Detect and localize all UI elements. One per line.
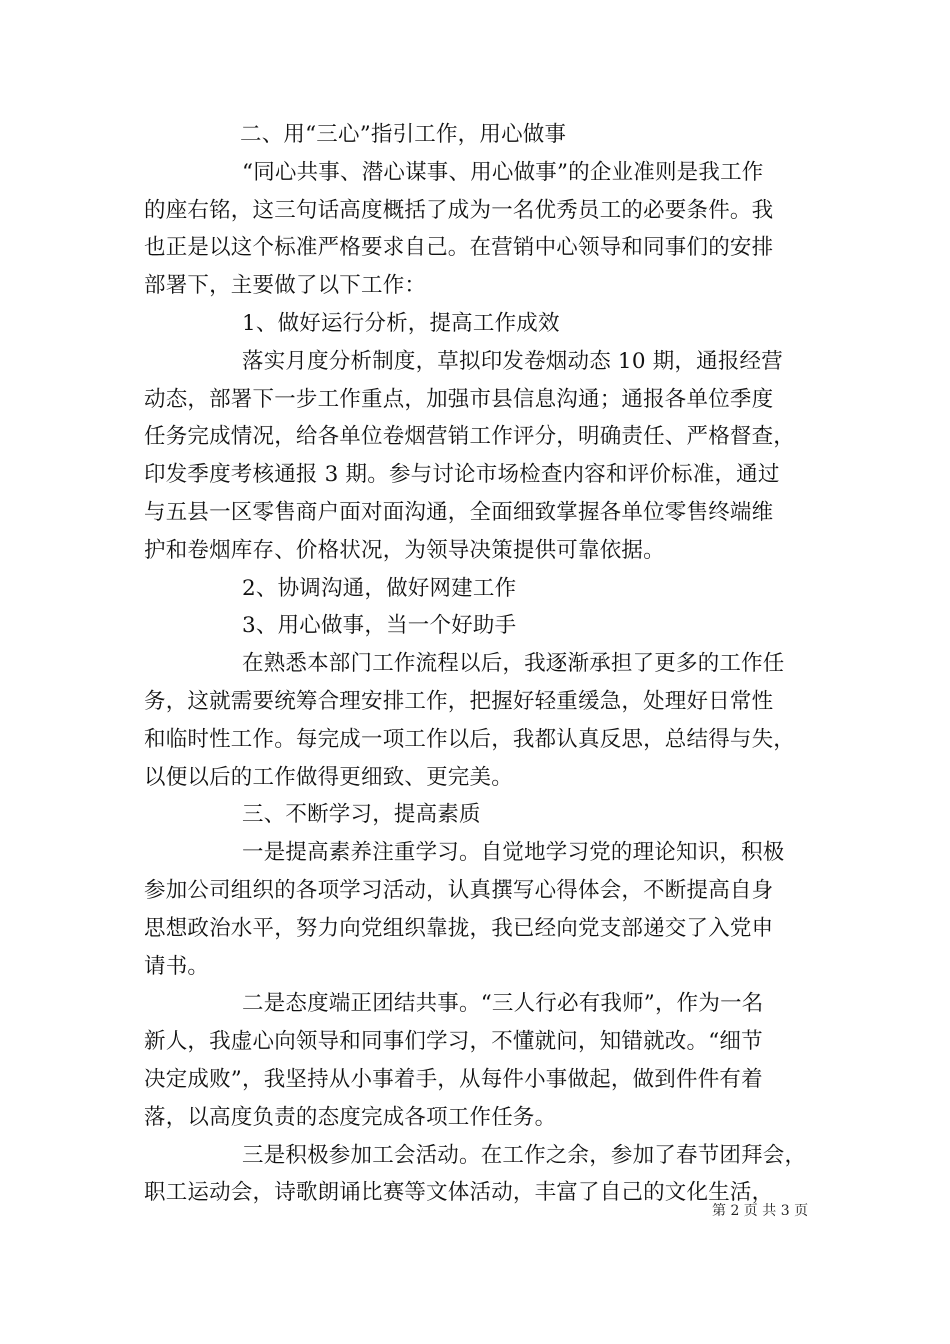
paragraph-line: 二是态度端正团结共事。“三人行必有我师”，作为一名 bbox=[242, 991, 764, 1017]
page-number-footer: 第 2 页 共 3 页 bbox=[712, 1203, 809, 1219]
section-heading: 二、用“三心”指引工作，用心做事 bbox=[240, 122, 567, 147]
paragraph-line: 落，以高度负责的态度完成各项工作任务。 bbox=[144, 1104, 557, 1130]
paragraph-line: 新人，我虚心向领导和同事们学习，不懂就问，知错就改。“细节 bbox=[144, 1029, 763, 1055]
paragraph-line: 在熟悉本部门工作流程以后，我逐渐承担了更多的工作任 bbox=[242, 651, 785, 677]
paragraph-line: 动态，部署下一步工作重点，加强市县信息沟通；通报各单位季度 bbox=[144, 386, 774, 412]
paragraph-line: 部署下，主要做了以下工作： bbox=[144, 273, 427, 299]
paragraph-line: 务，这就需要统筹合理安排工作，把握好轻重缓急，处理好日常性 bbox=[144, 688, 774, 714]
paragraph-line: 以便以后的工作做得更细致、更完美。 bbox=[144, 764, 513, 790]
paragraph-line: 印发季度考核通报 3 期。参与讨论市场检查内容和评价标准，通过 bbox=[144, 462, 780, 488]
paragraph-line: 与五县一区零售商户面对面沟通，全面细致掌握各单位零售终端维 bbox=[144, 499, 774, 525]
paragraph-line: 请书。 bbox=[144, 953, 210, 979]
subsection-heading: 2、协调沟通，做好网建工作 bbox=[242, 575, 517, 601]
paragraph-line: 思想政治水平，努力向党组织靠拢，我已经向党支部递交了入党申 bbox=[144, 915, 774, 941]
paragraph-line: 也正是以这个标准严格要求自己。在营销中心领导和同事们的安排 bbox=[144, 235, 774, 261]
subsection-heading: 1、做好运行分析，提高工作成效 bbox=[242, 310, 560, 336]
section-heading: 三、不断学习，提高素质 bbox=[242, 802, 481, 828]
paragraph-line: 决定成败”，我坚持从小事着手，从每件小事做起，做到件件有着 bbox=[144, 1066, 763, 1092]
paragraph-line: “同心共事、潜心谋事、用心做事”的企业准则是我工作 bbox=[242, 159, 764, 185]
paragraph-line: 和临时性工作。每完成一项工作以后，我都认真反思，总结得与失， bbox=[144, 726, 796, 752]
paragraph-line: 落实月度分析制度，草拟印发卷烟动态 10 期，通报经营 bbox=[242, 348, 783, 374]
paragraph-line: 护和卷烟库存、价格状况，为领导决策提供可靠依据。 bbox=[144, 537, 665, 563]
paragraph-line: 的座右铭，这三句话高度概括了成为一名优秀员工的必要条件。我 bbox=[144, 197, 774, 223]
paragraph-line: 一是提高素养注重学习。自觉地学习党的理论知识，积极 bbox=[242, 840, 785, 866]
paragraph-line: 参加公司组织的各项学习活动，认真撰写心得体会，不断提高自身 bbox=[144, 877, 774, 903]
document-body bbox=[144, 116, 834, 1212]
paragraph-line: 职工运动会，诗歌朗诵比赛等文体活动，丰富了自己的文化生活， bbox=[144, 1180, 774, 1206]
paragraph-line: 任务完成情况，给各单位卷烟营销工作评分，明确责任、严格督查， bbox=[144, 424, 796, 450]
paragraph-line: 三是积极参加工会活动。在工作之余，参加了春节团拜会， bbox=[242, 1142, 807, 1168]
subsection-heading: 3、用心做事，当一个好助手 bbox=[242, 613, 517, 639]
